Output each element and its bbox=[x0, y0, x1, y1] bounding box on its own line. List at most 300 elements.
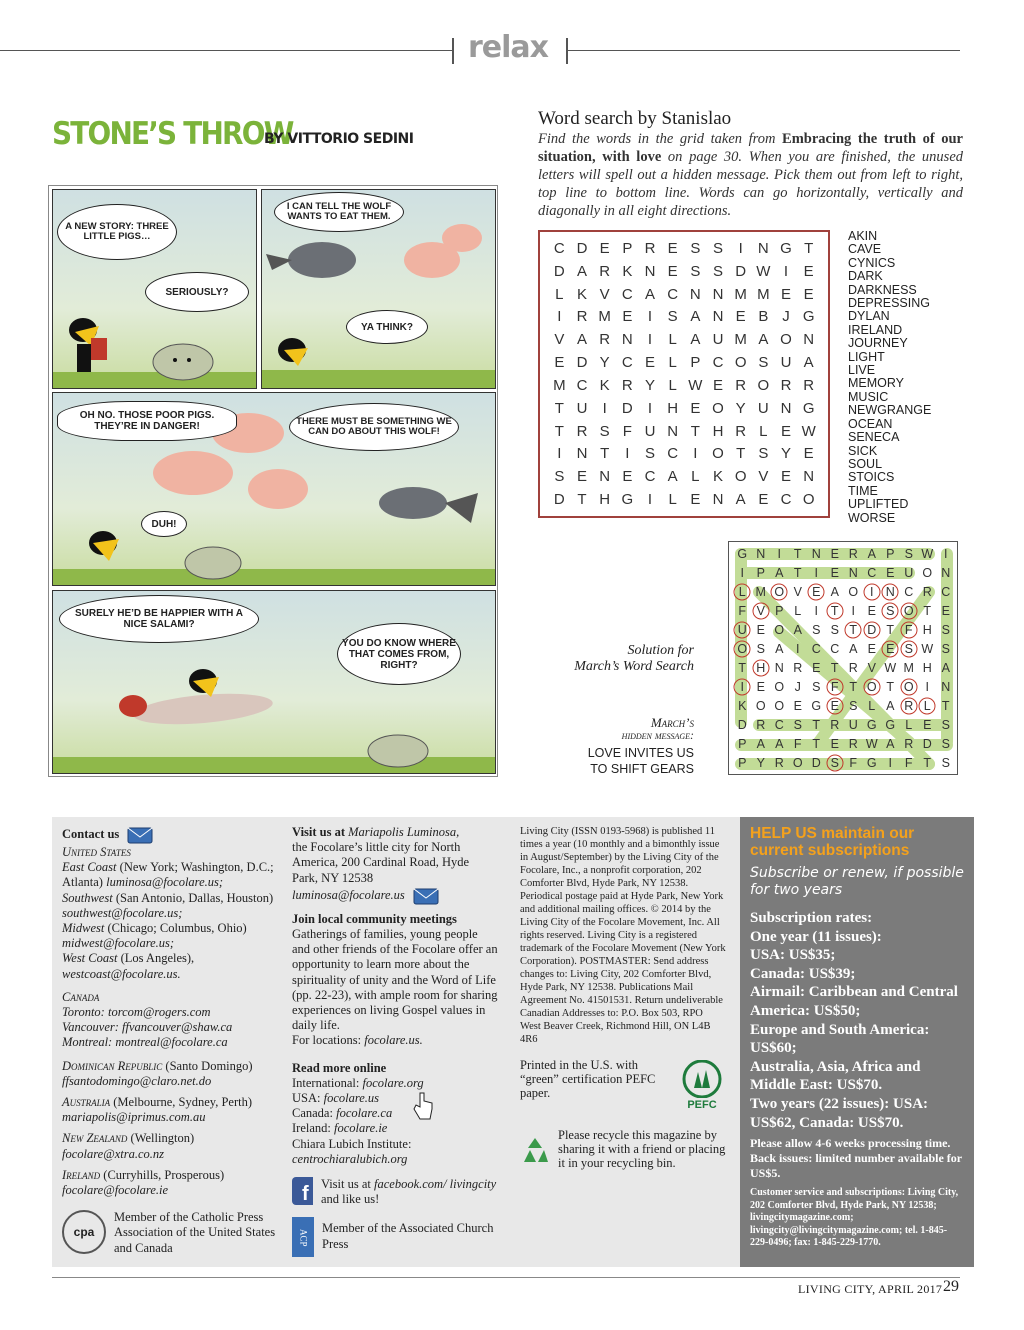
solution-letter: H bbox=[922, 660, 932, 675]
grid-letter: N bbox=[712, 285, 724, 303]
solution-letter: P bbox=[738, 755, 747, 770]
grid-letter: I bbox=[738, 239, 743, 257]
solution-letter: T bbox=[941, 698, 950, 713]
grid-letter: I bbox=[647, 308, 653, 326]
rate-line: Canada: US$39; bbox=[750, 965, 856, 982]
grid-letter: E bbox=[712, 376, 723, 394]
grid-letter: E bbox=[803, 285, 814, 303]
solution-letter: T bbox=[923, 755, 932, 770]
solution-letter: W bbox=[865, 736, 878, 751]
solution-letter: G bbox=[811, 698, 822, 713]
grid-letter: I bbox=[647, 331, 653, 349]
solution-letter: E bbox=[923, 717, 932, 732]
grid-letter: C bbox=[553, 239, 565, 257]
grid-letter: E bbox=[690, 399, 701, 417]
solution-letter: S bbox=[941, 641, 950, 656]
contact-ireland: Ireland (Curryhills, Prosperous) focolare@focolare.ie bbox=[62, 1167, 225, 1198]
rate-line: Australia, Asia, Africa and Middle East: US$70. bbox=[750, 1058, 921, 1094]
solution-letter: S bbox=[756, 641, 765, 656]
grid-letter: N bbox=[757, 239, 769, 257]
acp-logo: ACP bbox=[292, 1217, 314, 1257]
solution-letter: U bbox=[904, 565, 914, 580]
grid-letter: R bbox=[599, 262, 611, 280]
cpa-logo: cpa bbox=[62, 1210, 106, 1254]
grid-letter: J bbox=[782, 308, 790, 326]
rate-line: Airmail: Caribbean and Central America: US$50; bbox=[750, 984, 958, 1019]
solution-letter: C bbox=[904, 584, 914, 599]
solution-letter: N bbox=[848, 565, 858, 580]
solution-letter-circled: I bbox=[733, 677, 752, 696]
grid-letter: A bbox=[690, 331, 701, 349]
grid-letter: S bbox=[758, 354, 769, 372]
solution-letter: D bbox=[922, 736, 932, 751]
help-title: HELP US maintain our current subscriptions bbox=[750, 825, 915, 859]
speech-bubble: I CAN TELL THE WOLF WANTS TO EAT THEM. bbox=[274, 192, 404, 232]
grid-letter: O bbox=[712, 399, 724, 417]
solution-letter: C bbox=[941, 584, 951, 599]
solution-letter: R bbox=[848, 660, 858, 675]
wolf-and-pigs-illustration bbox=[262, 220, 496, 389]
grid-letter: O bbox=[734, 468, 747, 486]
solution-letter: E bbox=[867, 641, 876, 656]
grid-letter: S bbox=[758, 445, 769, 463]
grid-letter: M bbox=[734, 331, 747, 349]
grid-letter: V bbox=[554, 331, 565, 349]
grid-letter: C bbox=[621, 354, 633, 372]
email-icon bbox=[413, 886, 439, 906]
solution-letter: W bbox=[921, 641, 934, 656]
grid-letter: S bbox=[554, 468, 565, 486]
grid-letter: S bbox=[644, 445, 655, 463]
solution-letter: S bbox=[793, 717, 802, 732]
solution-letter: M bbox=[903, 660, 914, 675]
solution-letter-circled: O bbox=[770, 582, 789, 601]
solution-letter: O bbox=[848, 584, 859, 599]
grid-letter: L bbox=[668, 376, 677, 394]
comic-byline: BY VITTORIO SEDINI bbox=[264, 131, 414, 147]
grid-letter: D bbox=[735, 262, 747, 280]
solution-letter: U bbox=[848, 717, 858, 732]
wordsearch-word-list bbox=[848, 230, 931, 525]
grid-letter: C bbox=[712, 354, 724, 372]
grid-letter: M bbox=[553, 376, 566, 394]
solution-letter: A bbox=[775, 641, 784, 656]
word-list-item: CYNICS bbox=[848, 255, 896, 270]
grid-letter: A bbox=[576, 331, 587, 349]
facebook-icon bbox=[292, 1177, 313, 1205]
word-list-item: CAVE bbox=[848, 242, 882, 257]
grid-letter: Y bbox=[735, 399, 746, 417]
solution-letter: P bbox=[756, 565, 765, 580]
cpa-membership bbox=[62, 1210, 282, 1256]
grid-letter: G bbox=[780, 239, 792, 257]
grid-letter: W bbox=[688, 376, 703, 394]
grid-letter: R bbox=[621, 376, 633, 394]
solution-letter: E bbox=[941, 603, 950, 618]
grid-letter: E bbox=[758, 491, 769, 509]
contact-heading: Contact us bbox=[62, 825, 282, 845]
solution-letter: A bbox=[756, 736, 765, 751]
solution-letter: A bbox=[849, 641, 858, 656]
solution-letter: E bbox=[756, 679, 765, 694]
solution-letter: D bbox=[811, 755, 821, 770]
grid-letter: S bbox=[712, 262, 723, 280]
word-list-item: UPLIFTED bbox=[848, 497, 909, 512]
contact-montreal: Montreal: montreal@focolare.ca bbox=[62, 1035, 228, 1050]
grid-letter: R bbox=[780, 376, 792, 394]
solution-letter: E bbox=[830, 546, 839, 561]
subscription-rates bbox=[750, 909, 964, 1132]
grid-letter: T bbox=[736, 445, 746, 463]
subscription-note: Please allow 4-6 weeks processing time. Back issues: limited number available for US$5. bbox=[750, 1136, 962, 1181]
help-subscribe-panel bbox=[740, 817, 974, 1267]
header-rule-right bbox=[568, 50, 960, 51]
grid-letter: E bbox=[780, 422, 791, 440]
info-footer bbox=[52, 817, 974, 1267]
grid-letter: I bbox=[693, 445, 698, 463]
word-list-item: STOICS bbox=[848, 470, 895, 485]
grid-letter: Y bbox=[644, 376, 655, 394]
solution-letter-circled: O bbox=[733, 639, 752, 658]
grid-letter: K bbox=[576, 285, 587, 303]
hidden-message: LOVE INVITES US TO SHIFT GEARS bbox=[587, 746, 694, 776]
solution-letter-circled: H bbox=[752, 658, 771, 677]
grid-letter: N bbox=[712, 491, 724, 509]
word-list-item: DEPRESSING bbox=[848, 296, 930, 311]
grid-letter: Y bbox=[599, 354, 610, 372]
recycle-row bbox=[520, 1128, 726, 1170]
grid-letter: A bbox=[758, 331, 769, 349]
grid-letter: W bbox=[801, 422, 816, 440]
speech-bubble: YOU DO KNOW WHERE THAT COMES FROM, RIGHT? bbox=[337, 623, 461, 685]
grid-letter: L bbox=[555, 285, 564, 303]
speech-bubble: A NEW STORY: THREE LITTLE PIGS… bbox=[57, 204, 177, 260]
solution-letter: V bbox=[867, 660, 876, 675]
solution-letter-circled: E bbox=[881, 639, 900, 658]
solution-grid bbox=[733, 544, 955, 772]
solution-letter: O bbox=[755, 698, 766, 713]
word-list-item: DYLAN bbox=[848, 309, 890, 324]
grid-letter: Y bbox=[780, 445, 791, 463]
solution-letter: T bbox=[738, 660, 747, 675]
pefc-tree-icon bbox=[680, 1060, 724, 1098]
solution-letter-circled: S bbox=[826, 753, 845, 772]
solution-letter: C bbox=[811, 641, 821, 656]
solution-letter-circled: V bbox=[752, 601, 771, 620]
grid-letter: A bbox=[644, 285, 655, 303]
speech-bubble: OH NO. THOSE POOR PIGS. THEY’RE IN DANGER! bbox=[57, 401, 237, 441]
grid-letter: E bbox=[644, 354, 655, 372]
contact-southwest: Southwest (San Antonio, Dallas, Houston) southwest@focolare.us; bbox=[62, 890, 274, 920]
word-list-item: LIVE bbox=[848, 363, 876, 378]
recycle-text: Please recycle this magazine by sharing it with a friend or placing it in your recycling bin. bbox=[558, 1128, 726, 1170]
contact-toronto: Toronto: torcom@rogers.com bbox=[62, 1005, 211, 1020]
solution-letter-circled: O bbox=[863, 677, 882, 696]
speech-bubble: YA THINK? bbox=[346, 310, 428, 344]
grid-letter: K bbox=[712, 468, 723, 486]
pefc-logo: PEFC bbox=[678, 1058, 726, 1112]
contact-east-coast: East Coast (New York; Washington, D.C.; Atlanta) luminosa@focolare.us; bbox=[62, 860, 274, 890]
solution-letter: A bbox=[775, 565, 784, 580]
solution-letter: T bbox=[923, 603, 932, 618]
grid-letter: H bbox=[712, 422, 724, 440]
grid-letter: N bbox=[689, 285, 701, 303]
rate-line: Subscription rates: bbox=[750, 910, 873, 926]
solution-letter: O bbox=[922, 565, 933, 580]
comic-title: STONE’S THROW bbox=[52, 116, 293, 152]
grid-letter: N bbox=[803, 331, 815, 349]
grid-letter: N bbox=[780, 399, 792, 417]
solution-letter: T bbox=[793, 565, 802, 580]
grid-letter: E bbox=[803, 262, 814, 280]
grid-letter: G bbox=[621, 491, 634, 509]
solution-letter: A bbox=[867, 546, 876, 561]
solution-letter: T bbox=[812, 736, 821, 751]
grid-letter: M bbox=[734, 285, 747, 303]
footer-rule bbox=[52, 1277, 960, 1278]
grid-letter: C bbox=[621, 285, 633, 303]
solution-letter: T bbox=[793, 546, 802, 561]
grid-letter: I bbox=[647, 399, 653, 417]
grid-letter: R bbox=[644, 239, 656, 257]
grid-letter: U bbox=[712, 331, 724, 349]
grid-letter: O bbox=[780, 331, 792, 349]
word-list-item: OCEAN bbox=[848, 416, 893, 431]
solution-letter-circled: R bbox=[900, 696, 919, 715]
contact-west-coast: West Coast (Los Angeles), westcoast@focolare.us. bbox=[62, 951, 195, 981]
solution-letter: N bbox=[756, 546, 766, 561]
solution-letter-circled: F bbox=[826, 677, 845, 696]
grid-letter: E bbox=[622, 308, 633, 326]
grid-letter: A bbox=[735, 491, 746, 509]
solution-letter: E bbox=[756, 622, 765, 637]
solution-letter-circled: I bbox=[863, 582, 882, 601]
solution-letter: I bbox=[814, 565, 818, 580]
grid-letter: L bbox=[691, 468, 700, 486]
solution-letter: A bbox=[775, 736, 784, 751]
acp-text: Member of the Associated Church Press bbox=[322, 1221, 494, 1251]
contact-vancouver: Vancouver: ffvancouver@shaw.ca bbox=[62, 1020, 233, 1035]
grid-letter: C bbox=[780, 491, 792, 509]
grid-letter: V bbox=[758, 468, 769, 486]
grid-letter: T bbox=[577, 491, 587, 509]
solution-label: Solution for March’s Word Search bbox=[574, 643, 694, 674]
recycle-icon bbox=[520, 1136, 550, 1166]
solution-letter: L bbox=[868, 698, 876, 713]
solution-letter-circled: N bbox=[881, 582, 900, 601]
solution-letter: D bbox=[737, 717, 747, 732]
grid-letter: S bbox=[690, 239, 701, 257]
grid-letter: S bbox=[712, 239, 723, 257]
solution-letter: F bbox=[904, 755, 913, 770]
solution-letter: P bbox=[775, 603, 784, 618]
region-label-canada: Canada bbox=[62, 989, 100, 1004]
solution-letter-circled: L bbox=[918, 696, 937, 715]
grid-letter: M bbox=[598, 308, 611, 326]
solution-letter: A bbox=[886, 736, 895, 751]
solution-letter: F bbox=[793, 736, 802, 751]
solution-letter: R bbox=[793, 660, 803, 675]
header-rule-left bbox=[0, 50, 452, 51]
solution-letter: S bbox=[941, 736, 950, 751]
solution-letter: S bbox=[849, 698, 858, 713]
speech-bubble: SURELY HE’D BE HAPPIER WITH A NICE SALAMI? bbox=[59, 595, 259, 643]
grid-letter: A bbox=[803, 354, 814, 372]
solution-letter: T bbox=[830, 660, 839, 675]
word-list-item: DARKNESS bbox=[848, 282, 917, 297]
contact-dominican-republic: Dominican Republic (Santo Domingo) ffsantodomingo@claro.net.do bbox=[62, 1058, 253, 1088]
publication-info: Living City (ISSN 0193-5968) is published 11 times a year (10 monthly and a bimonthly issue in August/September) by the Living City of the Focolare, Inc., a nonprofit corporation, 202 Comforter Blvd, Hyde Park, NY 12538. Periodical postage paid at Hyde Park, New York and additional mailing offices. © 2014 by the Living City of the Focolare Movement, Inc. All rights reserved. Living City is a registered trademark of the Focolare Movement (New York Corporation). POSTMASTER: Send address changes to: Living City, 202 Comforter Blvd, Hyde Park, NY 12538. Publications Mail Agreement No. 41501531. Return undeliverable Canadian Addresses to: P.O. Box 503, RPO West Beaver Creek, Richmond Hill, ON L4B 4R6 bbox=[520, 826, 726, 1045]
solution-letter: P bbox=[738, 736, 747, 751]
wordsearch-instructions: Find the words in the grid taken from Embracing the truth of our situation, with love on page 30. When you are finished, the unused letters will spell out a hidden message. Pick them out from left to right, top line to bottom line. Words can go horizontally, vertically and diagonally in all eight directions. bbox=[538, 131, 964, 219]
word-list-item: TIME bbox=[848, 483, 878, 498]
grid-letter: S bbox=[667, 308, 678, 326]
solution-letter: R bbox=[904, 736, 914, 751]
solution-letter: I bbox=[740, 565, 744, 580]
solution-letter-circled: U bbox=[733, 620, 752, 639]
word-list-item: NEWGRANGE bbox=[848, 403, 932, 418]
grid-letter: O bbox=[712, 445, 724, 463]
grid-letter: N bbox=[803, 468, 815, 486]
read-online-heading: Read more online bbox=[292, 1060, 387, 1075]
solution-letter: R bbox=[830, 717, 840, 732]
join-locations: For locations: focolare.us. bbox=[292, 1033, 423, 1048]
grid-letter: N bbox=[576, 445, 588, 463]
rate-line: USA: US$35; bbox=[750, 947, 836, 964]
solution-letter: N bbox=[774, 660, 784, 675]
grid-letter: E bbox=[735, 308, 746, 326]
link-canada: Canada: focolare.ca bbox=[292, 1106, 393, 1121]
grid-letter: B bbox=[758, 308, 769, 326]
solution-letter: O bbox=[792, 755, 803, 770]
word-list-item: MUSIC bbox=[848, 389, 889, 404]
link-international: International: focolare.org bbox=[292, 1075, 424, 1090]
grid-letter: P bbox=[690, 354, 701, 372]
grid-letter: D bbox=[576, 239, 588, 257]
chiara-link: centrochiaralubich.org bbox=[292, 1151, 408, 1166]
acp-membership bbox=[292, 1217, 498, 1257]
grid-letter: E bbox=[667, 239, 678, 257]
solution-letter: R bbox=[848, 546, 858, 561]
word-list-item: AKIN bbox=[848, 229, 878, 243]
grid-letter: E bbox=[780, 285, 791, 303]
grid-letter: T bbox=[600, 445, 610, 463]
grid-letter: L bbox=[668, 331, 677, 349]
grid-letter: I bbox=[557, 445, 562, 463]
visit-column bbox=[292, 825, 498, 1257]
grid-letter: N bbox=[599, 468, 611, 486]
solution-letter-circled: D bbox=[863, 620, 882, 639]
solution-letter: E bbox=[793, 698, 802, 713]
join-heading: Join local community meetings bbox=[292, 911, 457, 926]
word-list-item: SENECA bbox=[848, 430, 900, 445]
solution-letter: E bbox=[830, 565, 839, 580]
grid-letter: D bbox=[576, 354, 588, 372]
region-label-us: United States bbox=[62, 845, 131, 859]
grid-letter: H bbox=[599, 491, 611, 509]
solution-letter: E bbox=[867, 603, 876, 618]
solution-letter: G bbox=[737, 546, 748, 561]
pointer-hand-icon bbox=[412, 1091, 434, 1121]
solution-letter-circled: F bbox=[900, 620, 919, 639]
comic-panel-1 bbox=[52, 189, 257, 389]
word-list-item: SICK bbox=[848, 443, 878, 458]
page-number: 29 bbox=[943, 1278, 959, 1295]
facebook-row: f Visit us at facebook.com/ livingcity and like us! bbox=[292, 1177, 498, 1207]
solution-letter: G bbox=[866, 755, 877, 770]
solution-letter: S bbox=[904, 546, 913, 561]
grid-letter: R bbox=[803, 376, 815, 394]
solution-letter: M bbox=[755, 584, 766, 599]
solution-letter: S bbox=[812, 679, 821, 694]
word-list-item: JOURNEY bbox=[848, 336, 908, 351]
solution-letter: O bbox=[774, 679, 785, 694]
link-ireland: Ireland: focolare.ie bbox=[292, 1121, 388, 1136]
grid-letter: E bbox=[780, 468, 791, 486]
solution-letter-circled: E bbox=[807, 582, 826, 601]
solution-letter: F bbox=[849, 755, 858, 770]
solution-letter: L bbox=[794, 603, 802, 618]
visit-heading: Visit us at Mariapolis Luminosa, bbox=[292, 825, 460, 839]
grid-letter: U bbox=[757, 399, 769, 417]
grid-letter: N bbox=[621, 331, 633, 349]
help-subtitle: Subscribe or renew, if possible for two years bbox=[750, 865, 964, 898]
grid-letter: E bbox=[622, 468, 633, 486]
solution-letter: P bbox=[886, 546, 895, 561]
contact-new-zealand: New Zealand (Wellington) focolare@xtra.co.nz bbox=[62, 1131, 195, 1161]
solution-letter: C bbox=[830, 641, 840, 656]
solution-letter: T bbox=[849, 679, 858, 694]
solution-letter: F bbox=[738, 603, 747, 618]
grid-letter: D bbox=[553, 262, 565, 280]
grid-letter: T bbox=[554, 422, 564, 440]
email-icon bbox=[127, 825, 153, 845]
word-list-item: WORSE bbox=[848, 510, 896, 525]
rate-line: Europe and South America: US$60; bbox=[750, 1021, 930, 1057]
grid-letter: F bbox=[622, 422, 632, 440]
visit-email-row: luminosa@focolare.us bbox=[292, 886, 498, 906]
solution-grid-box bbox=[728, 541, 958, 775]
solution-letter: A bbox=[793, 622, 802, 637]
solution-letter: E bbox=[812, 660, 821, 675]
grid-letter: G bbox=[802, 399, 815, 417]
solution-letter: E bbox=[830, 736, 839, 751]
grid-letter: N bbox=[667, 422, 679, 440]
solution-letter: W bbox=[884, 660, 897, 675]
solution-letter: O bbox=[774, 698, 785, 713]
grid-letter: E bbox=[576, 468, 587, 486]
grid-letter: A bbox=[576, 262, 587, 280]
solution-letter: R bbox=[922, 584, 932, 599]
solution-letter: S bbox=[812, 622, 821, 637]
grid-letter: D bbox=[553, 491, 565, 509]
wordsearch-grid bbox=[538, 230, 830, 518]
grid-letter: N bbox=[712, 308, 724, 326]
solution-letter-circled: T bbox=[826, 601, 845, 620]
rate-line: One year (11 issues): bbox=[750, 928, 882, 945]
customer-service-info: Customer service and subscriptions: Living City, 202 Comforter Blvd, Hyde Park, NY 12538; livingcitymagazine.com; livingcity@livingcitymagazine.com; tel. 1-845-229-0496; fax: 1-845-229-1770. bbox=[750, 1187, 959, 1249]
grid-letter: C bbox=[576, 376, 588, 394]
rate-line: Two years (22 issues): USA: US$62, Canada: US$70. bbox=[750, 1095, 929, 1131]
grid-letter: D bbox=[621, 399, 633, 417]
grid-letter: G bbox=[802, 308, 815, 326]
solution-letter: C bbox=[867, 565, 877, 580]
grid-letter: R bbox=[735, 376, 747, 394]
speech-bubble: DUH! bbox=[141, 511, 187, 537]
hidden-message-label: March’s hidden message: bbox=[621, 715, 694, 742]
svg-text:f: f bbox=[302, 1183, 309, 1206]
solution-letter-circled: S bbox=[881, 601, 900, 620]
